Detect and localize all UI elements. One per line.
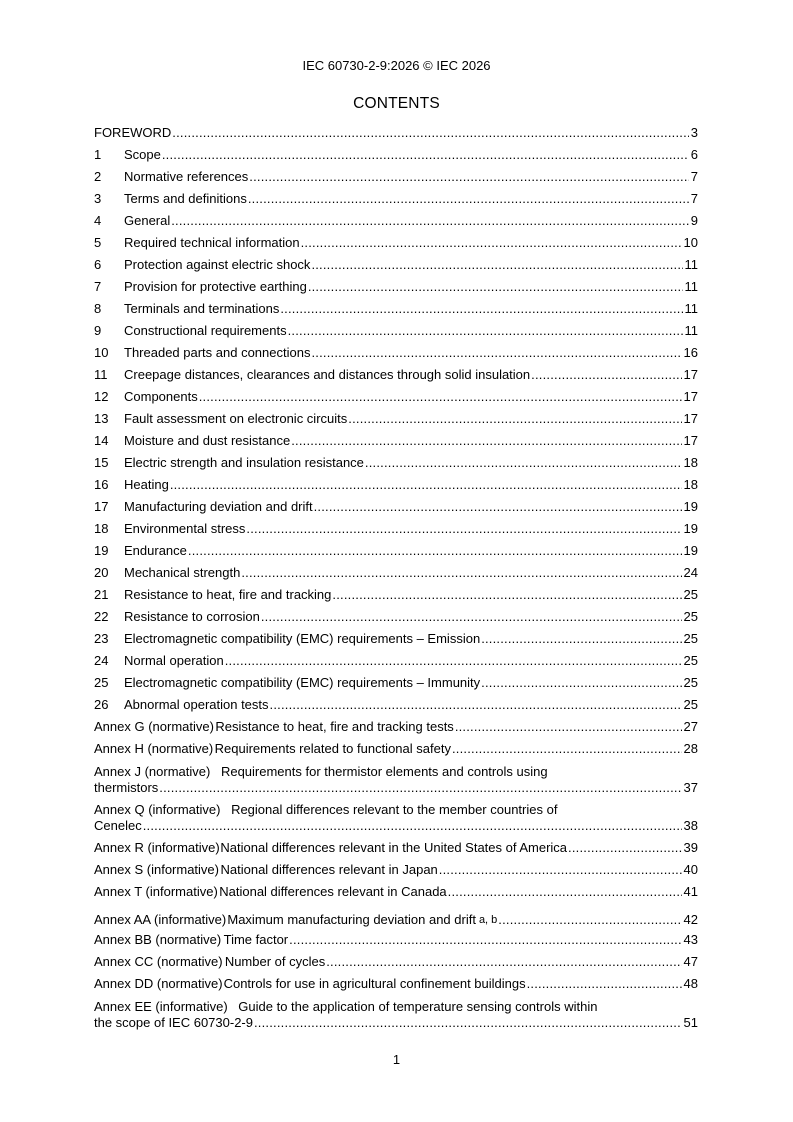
table-of-contents	[94, 125, 698, 1037]
clause-number: 14	[94, 433, 109, 448]
leader-dots	[332, 587, 681, 603]
toc-page-number: 7	[690, 169, 698, 184]
leader-dots	[568, 840, 681, 856]
leader-dots	[481, 675, 681, 691]
toc-entry-label: Controls for use in agricultural confinement buildings	[223, 976, 526, 991]
leader-dots	[291, 433, 681, 449]
toc-entry-label: Resistance to heat, fire and tracking tests	[215, 719, 454, 734]
toc-entry-label: Scope	[124, 147, 161, 162]
annex-prefix: Annex H (normative)	[94, 741, 214, 756]
clause-number: 24	[94, 653, 109, 668]
toc-entry-label-continued: thermistors	[94, 780, 159, 795]
leader-dots	[246, 521, 681, 537]
toc-entry-12[interactable]	[94, 389, 698, 411]
toc-page-number: 24	[683, 565, 698, 580]
toc-entry-20[interactable]	[94, 565, 698, 587]
toc-page-number: 42	[683, 912, 698, 927]
toc-page-number: 25	[683, 609, 698, 624]
toc-entry-label: Environmental stress	[124, 521, 246, 536]
toc-page-number: 11	[684, 323, 698, 338]
toc-page-number: 51	[683, 1015, 698, 1030]
toc-entry-4[interactable]	[94, 213, 698, 235]
toc-entry-label: Moisture and dust resistance	[124, 433, 291, 448]
leader-dots	[261, 609, 682, 625]
toc-page-number: 9	[690, 213, 698, 228]
toc-page-number: 37	[683, 780, 698, 795]
annex-prefix: Annex T (informative)	[94, 884, 218, 899]
toc-annex-q[interactable]	[94, 802, 698, 834]
toc-page-number: 38	[683, 818, 698, 833]
clause-number: 11	[94, 367, 108, 382]
toc-entry-7[interactable]	[94, 279, 698, 301]
toc-entry-2[interactable]	[94, 169, 698, 191]
toc-entry-label: Components	[124, 389, 198, 404]
toc-page-number: 18	[683, 477, 698, 492]
annex-prefix: Annex EE (informative)	[94, 999, 228, 1014]
toc-entry-label: Maximum manufacturing deviation and drift	[227, 912, 476, 927]
leader-dots	[241, 565, 681, 581]
clause-number: 19	[94, 543, 109, 558]
toc-entry-1[interactable]	[94, 147, 698, 169]
annex-prefix: Annex S (informative)	[94, 862, 219, 877]
toc-page-number: 19	[683, 499, 698, 514]
toc-page-number: 17	[683, 367, 698, 382]
leader-dots	[248, 191, 689, 207]
toc-entry-22[interactable]	[94, 609, 698, 631]
toc-entry-label: Creepage distances, clearances and distances through solid insulation	[124, 367, 531, 382]
leader-dots	[143, 818, 682, 834]
clause-number: 20	[94, 565, 109, 580]
leader-dots	[288, 323, 683, 339]
document-header: IEC 60730-2-9:2026 © IEC 2026	[302, 58, 491, 73]
toc-page-number: 11	[684, 257, 698, 272]
toc-entry-label: Number of cycles	[224, 954, 326, 969]
clause-number: 15	[94, 455, 109, 470]
leader-dots	[199, 389, 682, 405]
leader-dots	[270, 697, 682, 713]
clause-number: 22	[94, 609, 109, 624]
toc-entry-label-continued: the scope of IEC 60730-2-9	[94, 1015, 253, 1030]
toc-annex-bb[interactable]	[94, 932, 698, 954]
toc-entry-18[interactable]	[94, 521, 698, 543]
annex-prefix: Annex J (normative)	[94, 764, 211, 779]
toc-entry-label: Requirements related to functional safety	[214, 741, 451, 756]
toc-entry-label: Terms and definitions	[124, 191, 247, 206]
clause-number: 4	[94, 213, 102, 228]
toc-entry-label: Constructional requirements	[124, 323, 287, 338]
toc-entry-label: Mechanical strength	[124, 565, 241, 580]
toc-entry-10[interactable]	[94, 345, 698, 367]
toc-entry-label: Threaded parts and connections	[124, 345, 311, 360]
toc-page-number: 43	[683, 932, 698, 947]
toc-annex-cc[interactable]	[94, 954, 698, 976]
toc-entry-17[interactable]	[94, 499, 698, 521]
leader-dots	[326, 954, 681, 970]
leader-dots	[365, 455, 682, 471]
toc-entry-label: Manufacturing deviation and drift	[124, 499, 313, 514]
toc-page-number: 27	[683, 719, 698, 734]
toc-entry-label: National differences relevant in Japan	[220, 862, 438, 877]
toc-entry-label: General	[124, 213, 171, 228]
toc-page-number: 10	[683, 235, 698, 250]
toc-entry-26[interactable]	[94, 697, 698, 719]
clause-number: 1	[94, 147, 102, 162]
toc-page-number: 17	[683, 433, 698, 448]
annex-prefix: Annex BB (normative)	[94, 932, 222, 947]
leader-dots	[159, 780, 681, 796]
toc-page-number: 18	[683, 455, 698, 470]
leader-dots	[314, 499, 682, 515]
clause-number: 21	[94, 587, 109, 602]
toc-entry-label: Regional differences relevant to the member countries of	[231, 802, 558, 817]
leader-dots	[311, 257, 682, 273]
toc-annex-dd[interactable]	[94, 976, 698, 998]
toc-entry-25[interactable]	[94, 675, 698, 697]
leader-dots	[254, 1015, 682, 1031]
clause-number: 3	[94, 191, 102, 206]
leader-dots	[280, 301, 682, 317]
toc-page-number: 11	[684, 279, 698, 294]
toc-page-number: 47	[683, 954, 698, 969]
toc-page-number: 7	[690, 191, 698, 206]
toc-page-number: 39	[683, 840, 698, 855]
toc-annex-s[interactable]	[94, 862, 698, 884]
leader-dots	[498, 912, 681, 928]
clause-number: 5	[94, 235, 102, 250]
leader-dots	[348, 411, 681, 427]
toc-entry-21[interactable]	[94, 587, 698, 609]
toc-entry-label: National differences relevant in Canada	[219, 884, 447, 899]
toc-page-number: 17	[683, 389, 698, 404]
toc-entry-label: Abnormal operation tests	[124, 697, 269, 712]
annex-prefix: Annex G (normative)	[94, 719, 214, 734]
leader-dots	[311, 345, 681, 361]
toc-entry-label: Fault assessment on electronic circuits	[124, 411, 348, 426]
clause-number: 26	[94, 697, 109, 712]
toc-page-number: 25	[683, 587, 698, 602]
toc-entry-label: National differences relevant in the United States of America	[220, 840, 568, 855]
clause-number: 10	[94, 345, 109, 360]
toc-entry-16[interactable]	[94, 477, 698, 499]
toc-annex-r[interactable]	[94, 840, 698, 862]
toc-page-number: 28	[683, 741, 698, 756]
toc-entry-9[interactable]	[94, 323, 698, 345]
annex-prefix: Annex CC (normative)	[94, 954, 223, 969]
toc-page-number: 25	[683, 653, 698, 668]
leader-dots	[172, 125, 688, 141]
leader-dots	[527, 976, 682, 992]
leader-dots	[481, 631, 681, 647]
toc-entry-19[interactable]	[94, 543, 698, 565]
toc-entry-label: Heating	[124, 477, 169, 492]
leader-dots	[249, 169, 688, 185]
toc-annex-t[interactable]	[94, 884, 698, 906]
annex-prefix: Annex AA (informative)	[94, 912, 227, 927]
clause-number: 9	[94, 323, 102, 338]
leader-dots	[531, 367, 681, 383]
toc-entry-11[interactable]	[94, 367, 698, 389]
toc-entry-label: Terminals and terminations	[124, 301, 280, 316]
toc-entry-label: Resistance to corrosion	[124, 609, 260, 624]
toc-entry-label: Electromagnetic compatibility (EMC) requirements – Emission	[124, 631, 481, 646]
toc-entry-label-continued: Cenelec	[94, 818, 142, 833]
toc-entry-label: Normal operation	[124, 653, 224, 668]
toc-entry-15[interactable]	[94, 455, 698, 477]
leader-dots	[225, 653, 682, 669]
clause-number: 18	[94, 521, 109, 536]
annex-prefix: Annex Q (informative)	[94, 802, 221, 817]
clause-number: 23	[94, 631, 109, 646]
leader-dots	[188, 543, 682, 559]
leader-dots	[448, 884, 682, 900]
toc-entry-label: Electromagnetic compatibility (EMC) requirements – Immunity	[124, 675, 481, 690]
toc-annex-aa[interactable]	[94, 906, 698, 932]
toc-entry-label: FOREWORD	[94, 125, 172, 140]
toc-page-number: 25	[683, 675, 698, 690]
toc-page-number: 48	[683, 976, 698, 991]
clause-number: 8	[94, 301, 102, 316]
leader-dots	[289, 932, 681, 948]
toc-annex-ee[interactable]	[94, 999, 698, 1031]
clause-number: 17	[94, 499, 109, 514]
leader-dots	[308, 279, 683, 295]
toc-page-number: 25	[683, 631, 698, 646]
toc-entry-label: Protection against electric shock	[124, 257, 311, 272]
annex-prefix: Annex R (informative)	[94, 840, 220, 855]
toc-annex-g[interactable]	[94, 719, 698, 741]
toc-entry-label: Requirements for thermistor elements and controls using	[220, 764, 548, 779]
toc-entry-label: Endurance	[124, 543, 187, 558]
toc-entry-label: Required technical information	[124, 235, 300, 250]
footnote-superscript: a, b	[478, 914, 498, 926]
page-number: 1	[392, 1052, 401, 1067]
toc-page-number: 40	[683, 862, 698, 877]
toc-entry-label: Resistance to heat, fire and tracking	[124, 587, 332, 602]
clause-number: 13	[94, 411, 109, 426]
toc-page-number: 19	[683, 521, 698, 536]
toc-entry-23[interactable]	[94, 631, 698, 653]
clause-number: 7	[94, 279, 102, 294]
leader-dots	[170, 477, 682, 493]
toc-entry-label: Time factor	[223, 932, 289, 947]
clause-number: 12	[94, 389, 109, 404]
annex-prefix: Annex DD (normative)	[94, 976, 223, 991]
toc-entry-label: Electric strength and insulation resistance	[124, 455, 364, 470]
leader-dots	[439, 862, 682, 878]
toc-entry-label: Normative references	[124, 169, 249, 184]
clause-number: 16	[94, 477, 109, 492]
toc-entry-13[interactable]	[94, 411, 698, 433]
toc-page-number: 41	[683, 884, 698, 899]
toc-page-number: 11	[684, 301, 698, 316]
toc-entry-6[interactable]	[94, 257, 698, 279]
toc-entry-label: Guide to the application of temperature sensing controls within	[238, 999, 598, 1014]
leader-dots	[301, 235, 682, 251]
toc-entry-label: Provision for protective earthing	[124, 279, 307, 294]
toc-page-number: 19	[683, 543, 698, 558]
toc-page-number: 17	[683, 411, 698, 426]
leader-dots	[452, 741, 682, 757]
toc-page-number: 6	[690, 147, 698, 162]
toc-entry-8[interactable]	[94, 301, 698, 323]
toc-entry-3[interactable]	[94, 191, 698, 213]
toc-entry-14[interactable]	[94, 433, 698, 455]
toc-page-number: 3	[690, 125, 698, 140]
toc-page-number: 16	[683, 345, 698, 360]
leader-dots	[171, 213, 689, 229]
clause-number: 6	[94, 257, 102, 272]
toc-annex-j[interactable]	[94, 764, 698, 796]
leader-dots	[455, 719, 682, 735]
toc-entry-24[interactable]	[94, 653, 698, 675]
toc-page-number: 25	[683, 697, 698, 712]
contents-title: CONTENTS	[353, 95, 440, 112]
clause-number: 2	[94, 169, 102, 184]
leader-dots	[162, 147, 689, 163]
toc-annex-h[interactable]	[94, 741, 698, 763]
clause-number: 25	[94, 675, 109, 690]
toc-entry-5[interactable]	[94, 235, 698, 257]
toc-entry-foreword[interactable]	[94, 125, 698, 147]
